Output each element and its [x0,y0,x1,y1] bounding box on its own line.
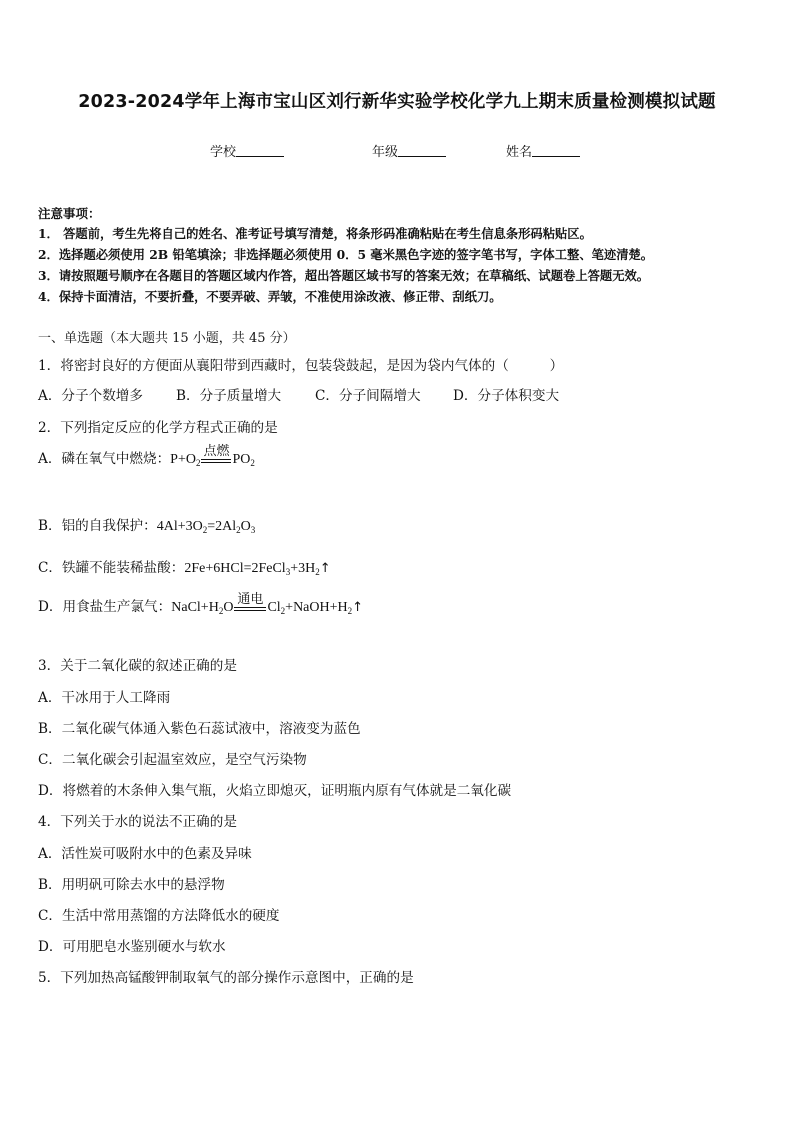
question-3-stem: 3．关于二氧化碳的叙述正确的是 [38,658,237,674]
q2-option-b [38,514,255,535]
reaction-condition-electrolysis: 通电 [234,593,266,616]
gas-arrow-icon: ↑ [352,600,364,615]
q2-option-c [38,556,331,577]
note-item: 4．保持卡面清洁，不要折叠，不要弄破、弄皱，不准使用涂改液、修正带、刮纸刀。 [38,289,502,304]
school-field [210,141,284,160]
question-5-stem: 5．下列加热高锰酸钾制取氧气的部分操作示意图中，正确的是 [38,970,414,986]
name-label: 姓名 [506,145,533,160]
note-item: 2．选择题必须使用 2B 铅笔填涂；非选择题必须使用 0．5 毫米黑色字迹的签字笔书写，字体工整、笔迹清楚。 [38,247,654,262]
q1-option-b: B．分子质量增大 [176,388,282,404]
grade-label: 年级 [372,145,399,160]
name-field [506,141,580,160]
q4-option-b: B．用明矾可除去水中的悬浮物 [38,877,225,893]
q2-a-equation: $P+O_2$ 点燃 $PO_2$ [170,444,255,468]
q2-option-d [38,593,363,616]
gas-arrow-icon: ↑ [319,561,331,576]
q3-option-a: A．干冰用于人工降雨 [38,690,171,706]
school-blank [236,144,284,157]
q3-option-c: C．二氧化碳会引起温室效应，是空气污染物 [38,752,307,768]
grade-field [372,141,446,160]
q2-option-d-label: D．用食盐生产氯气： [38,599,172,615]
note-item: 1． 答题前，考生先将自己的姓名、准考证号填写清楚，将条形码准确粘贴在考生信息条形码粘贴区。 [38,226,592,241]
q2-option-c-label: C．铁罐不能装稀盐酸： [38,560,185,576]
q2-option-a-label: A．磷在氧气中燃烧： [38,451,171,467]
q1-option-a: A．分子个数增多 [38,388,143,404]
q2-option-a [38,445,255,468]
q2-d-equation: $NaCl+H_2O$ 通电 $Cl_2+NaOH+H_2↑$ [171,592,364,616]
q2-c-equation: $2Fe+6HCl=2FeCl_3+3H_2↑$ [184,561,331,577]
q4-option-a: A．活性炭可吸附水中的色素及异味 [38,846,252,862]
section-heading: 一、单选题（本大题共 15 小题，共 45 分） [38,331,296,346]
notes-heading: 注意事项： [38,206,101,221]
question-1-stem: 1．将密封良好的方便面从襄阳带到西藏时，包装袋鼓起，是因为袋内气体的（ ） [38,358,564,374]
note-item: 3．请按照题号顺序在各题目的答题区域内作答，超出答题区域书写的答案无效；在草稿纸、试题卷上答题无效。 [38,268,650,283]
school-label: 学校 [210,145,237,160]
page-title: 2023-2024学年上海市宝山区刘行新华实验学校化学九上期末质量检测模拟试题 [78,92,716,112]
reaction-condition-burning: 点燃 [201,445,231,468]
q3-option-d: D．将燃着的木条伸入集气瓶，火焰立即熄灭，证明瓶内原有气体就是二氧化碳 [38,783,512,799]
q4-option-c: C．生活中常用蒸馏的方法降低水的硬度 [38,908,280,924]
q1-option-d: D．分子体积变大 [453,388,560,404]
q1-option-c: C．分子间隔增大 [315,388,421,404]
q2-b-equation: $4Al+3O_2=2Al_2O_3$ [156,519,256,535]
q4-option-d: D．可用肥皂水鉴别硬水与软水 [38,939,226,955]
question-2-stem: 2．下列指定反应的化学方程式正确的是 [38,420,278,436]
name-blank [532,144,580,157]
grade-blank [398,144,446,157]
q2-option-b-label: B．铝的自我保护： [38,518,157,534]
q3-option-b: B．二氧化碳气体通入紫色石蕊试液中，溶液变为蓝色 [38,721,361,737]
question-4-stem: 4．下列关于水的说法不正确的是 [38,814,237,830]
